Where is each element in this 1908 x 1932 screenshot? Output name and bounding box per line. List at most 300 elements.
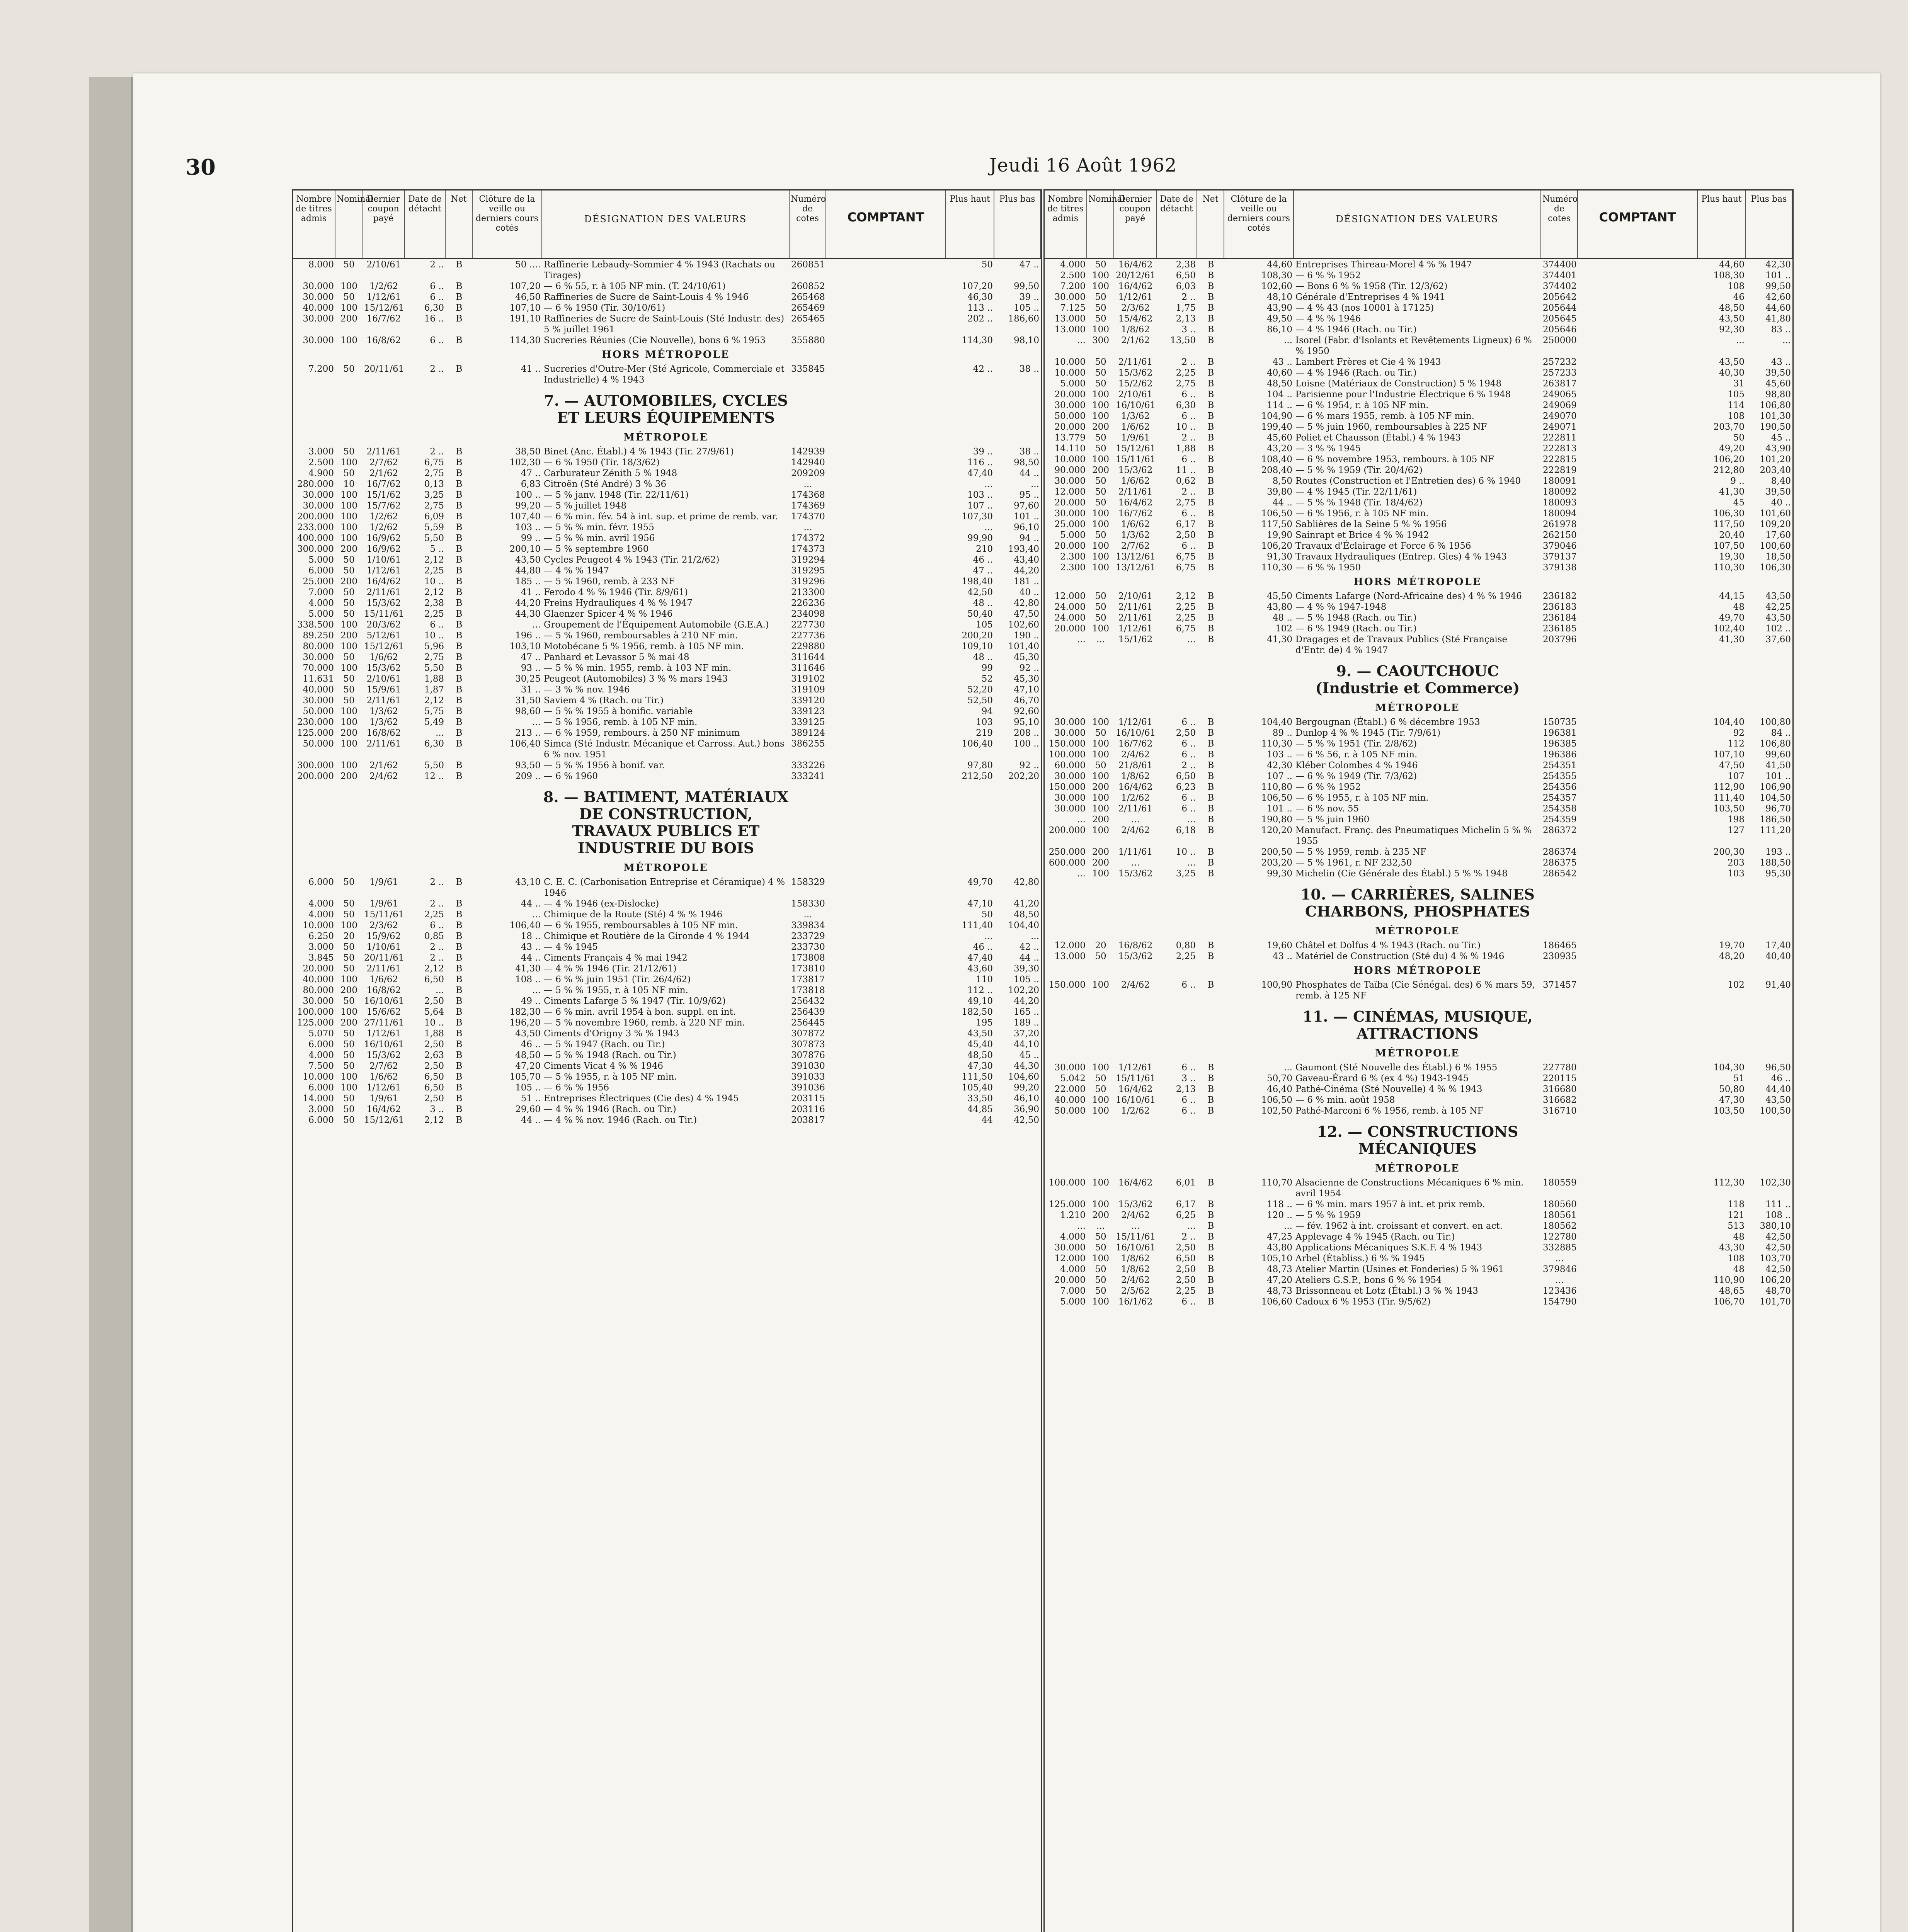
cell-net: 6 ..: [1181, 389, 1196, 400]
cell-numero: 311646: [791, 663, 825, 673]
cell-comptant: [1578, 1296, 1698, 1307]
cell-numero: 307876: [791, 1050, 825, 1060]
cell-nominal: ...: [1096, 1221, 1105, 1231]
right-quotation-table: [1043, 189, 1794, 1932]
cell-plus-bas: 105 ..: [1014, 975, 1039, 985]
cell-categorie: B: [1207, 465, 1214, 475]
cell-designation: Bergougnan (Établ.) 6 % décembre 1953: [1295, 717, 1480, 727]
cell-categorie: B: [1207, 411, 1214, 421]
cell-designation: — 5 % % min. févr. 1955: [544, 522, 654, 532]
cell-plus-haut: 49,20: [1719, 444, 1745, 454]
cell-net: 6,17: [1176, 1199, 1196, 1209]
cell-categorie: B: [456, 566, 463, 576]
cell-cloture: 102,30: [509, 457, 541, 468]
cell-comptant: [826, 877, 946, 898]
cell-plus-bas: 95,30: [1765, 869, 1791, 879]
cell-date-detach: 16/8/62: [366, 728, 401, 738]
cell-date-detach: 2/11/61: [1118, 357, 1153, 367]
cell-nominal: 50: [1095, 1264, 1106, 1274]
cell-comptant: [1578, 422, 1698, 432]
cell-plus-haut: 92,30: [1719, 325, 1745, 335]
cell-date-detach: 16/7/62: [1118, 739, 1153, 749]
cell-plus-bas: 100,80: [1760, 717, 1791, 727]
cell-nominal: 50: [343, 1115, 355, 1125]
cell-designation: — 6 % 1959, rembours. à 250 NF minimum: [544, 728, 740, 738]
cell-numero: 319109: [791, 685, 825, 695]
cell-plus-bas: 94 ..: [1019, 533, 1039, 543]
cell-nombre: 20.000: [1054, 624, 1086, 634]
cell-nombre: 10.000: [1054, 357, 1086, 367]
table-row: [1045, 771, 1792, 782]
cell-designation: — 5 % juillet 1948: [544, 501, 627, 511]
cell-cloture: 43 ..: [1272, 357, 1292, 367]
cell-plus-haut: ...: [984, 479, 993, 489]
cell-numero: 229880: [791, 641, 825, 651]
cell-comptant: [1578, 1221, 1698, 1231]
cell-cloture: 18 ..: [521, 931, 541, 941]
cell-net: 2,75: [424, 652, 444, 662]
cell-net: 2,75: [1176, 379, 1196, 389]
cell-cloture: 86,10: [1267, 325, 1292, 335]
cell-designation: Isorel (Fabr. d'Isolants et Revêtements Ligneux) 6 % % 1950: [1295, 335, 1532, 356]
cell-nombre: 30.000: [303, 652, 334, 662]
col-cloture: Clôture de la veille ou derniers cours cotés: [1224, 190, 1294, 258]
section-9-title: 9. — CAOUTCHOUC (Industrie et Commerce): [1315, 662, 1520, 697]
table-row: [293, 511, 1041, 522]
cell-comptant: [1578, 400, 1698, 411]
cell-net: 2,12: [424, 555, 444, 565]
cell-plus-haut: 102,40: [1713, 624, 1745, 634]
cell-categorie: B: [1207, 728, 1214, 738]
cell-numero: 227780: [1543, 1063, 1577, 1073]
cell-net: 6 ..: [1181, 793, 1196, 803]
cell-net: 2 ..: [430, 364, 444, 374]
cell-categorie: B: [1207, 825, 1214, 835]
cell-designation: Châtel et Dolfus 4 % 1943 (Rach. ou Tir.): [1295, 940, 1481, 951]
cell-plus-bas: 101,70: [1760, 1297, 1791, 1307]
cell-plus-bas: 95 ..: [1019, 490, 1039, 500]
cell-comptant: [1578, 270, 1698, 281]
cell-numero: 355880: [791, 335, 825, 345]
cell-designation: Saviem 4 % (Rach. ou Tir.): [544, 696, 664, 706]
cell-designation: Manufact. Franç. des Pneumatiques Michelin 5 % % 1955: [1295, 825, 1532, 846]
cell-plus-haut: 99: [981, 663, 993, 673]
cell-comptant: [1578, 335, 1698, 357]
cell-categorie: B: [1207, 602, 1214, 612]
cell-nombre: 30.000: [1054, 804, 1086, 814]
cell-date-detach: 2/4/62: [369, 771, 398, 781]
table-row: [293, 673, 1041, 684]
cell-date-detach: 15/3/62: [1118, 951, 1153, 961]
cell-designation: — 5 % % min. avril 1956: [544, 533, 655, 543]
cell-comptant: [1578, 1253, 1698, 1264]
cell-categorie: B: [1207, 1084, 1214, 1094]
table-row: [1045, 313, 1792, 324]
cell-net: 2,25: [424, 910, 444, 920]
cell-date-detach: 1/9/61: [369, 1094, 398, 1104]
cell-comptant: [826, 760, 946, 771]
cell-categorie: B: [1207, 389, 1214, 400]
cell-date-detach: 2/10/61: [1118, 591, 1153, 601]
cell-plus-bas: 101,20: [1760, 454, 1791, 464]
cell-designation: — 6 % % 1949 (Tir. 7/3/62): [1295, 771, 1417, 781]
cell-nombre: 50.000: [303, 706, 334, 716]
cell-net: 2,12: [424, 964, 444, 974]
cell-comptant: [826, 554, 946, 565]
cell-plus-haut: 106,30: [1713, 509, 1745, 519]
cell-net: 2,75: [424, 468, 444, 478]
cell-plus-haut: 47,40: [967, 468, 993, 478]
cell-nominal: 50: [1095, 760, 1106, 770]
cell-plus-bas: 92,60: [1014, 706, 1039, 716]
cell-plus-bas: 44,20: [1014, 996, 1039, 1006]
cell-designation: Ciments Vicat 4 % % 1946: [544, 1061, 664, 1071]
cell-cloture: 110,30: [1261, 739, 1292, 749]
cell-nominal: 100: [1092, 1063, 1109, 1073]
cell-cloture: 106,20: [1261, 541, 1292, 551]
cell-plus-haut: 97,80: [967, 760, 993, 770]
cell-nombre: 6.000: [308, 1115, 334, 1125]
cell-plus-haut: 103,50: [1713, 804, 1745, 814]
cell-comptant: [826, 1104, 946, 1115]
cell-categorie: B: [1207, 368, 1214, 378]
cell-cloture: 6,83: [521, 479, 541, 489]
cell-net: 2 ..: [1181, 433, 1196, 443]
cell-comptant: [1578, 324, 1698, 335]
rows-hors-metropole: [1045, 591, 1792, 656]
cell-cloture: 98,60: [515, 706, 541, 716]
cell-plus-bas: 104,50: [1760, 793, 1791, 803]
cell-date-detach: 16/8/62: [366, 985, 401, 995]
cell-numero: 386255: [791, 739, 825, 749]
hors-metropole-heading: HORS MÉTROPOLE: [1353, 965, 1482, 976]
cell-date-detach: 2/11/61: [1118, 804, 1153, 814]
cell-designation: — 6 % % 1956: [544, 1083, 609, 1093]
cell-cloture: 104 ..: [1267, 389, 1292, 400]
cell-nominal: 50: [343, 696, 355, 706]
rows-caoutchouc: [1045, 717, 1792, 879]
cell-plus-haut: 219: [976, 728, 993, 738]
cell-designation: — 6 % 1955, r. à 105 NF min.: [1295, 793, 1429, 803]
cell-nominal: 200: [1092, 422, 1109, 432]
cell-nombre: 150.000: [1048, 782, 1086, 792]
cell-categorie: B: [456, 1115, 463, 1125]
cell-net: 6,25: [1176, 1210, 1196, 1220]
cell-nominal: 50: [1095, 530, 1106, 540]
cell-plus-bas: 109,20: [1760, 519, 1791, 529]
cell-cloture: 48,73: [1267, 1264, 1292, 1274]
cell-plus-haut: 203: [1728, 858, 1745, 868]
cell-net: 6,03: [1176, 281, 1196, 291]
cell-categorie: B: [1207, 1178, 1214, 1188]
cell-categorie: B: [1207, 750, 1214, 760]
cell-nombre: 3.000: [308, 1104, 334, 1114]
cell-net: 0,85: [424, 931, 444, 941]
cell-plus-bas: 99,20: [1014, 1083, 1039, 1093]
table-row: [1045, 847, 1792, 857]
table-row: [293, 974, 1041, 985]
table-row: [1045, 1177, 1792, 1199]
cell-comptant: [826, 1061, 946, 1071]
cell-designation: — 4 % 43 (nos 10001 à 17125): [1295, 303, 1434, 313]
cell-plus-haut: 198: [1728, 815, 1745, 825]
table-row: [1045, 634, 1792, 656]
cell-nombre: 30.000: [303, 696, 334, 706]
cell-plus-haut: 48: [1733, 602, 1745, 612]
cell-nombre: 6.000: [308, 566, 334, 576]
cell-plus-haut: 105: [976, 620, 993, 630]
cell-nombre: ...: [1077, 815, 1086, 825]
cell-categorie: B: [456, 953, 463, 963]
cell-nombre: 13.000: [1054, 314, 1086, 324]
cell-date-detach: 1/9/61: [1121, 433, 1150, 443]
cell-plus-haut: 200,30: [1713, 847, 1745, 857]
cell-net: 5 ..: [430, 544, 444, 554]
cell-plus-bas: 96,70: [1765, 804, 1791, 814]
cell-comptant: [1578, 612, 1698, 623]
cell-numero: 173817: [791, 975, 825, 985]
cell-nombre: ...: [1077, 1221, 1086, 1231]
cell-comptant: [1578, 281, 1698, 292]
cell-categorie: B: [456, 631, 463, 641]
cell-nominal: 100: [1092, 552, 1109, 562]
cell-designation: — 4 % % 1946: [1295, 314, 1361, 324]
cell-nominal: 100: [1092, 1095, 1109, 1105]
cell-net: 6,30: [424, 303, 444, 313]
cell-comptant: [1578, 980, 1698, 1001]
cell-nominal: 50: [1095, 613, 1106, 623]
cell-date-detach: 15/1/62: [366, 490, 401, 500]
cell-nominal: 50: [343, 674, 355, 684]
cell-comptant: [1578, 551, 1698, 562]
cell-cloture: ...: [532, 620, 541, 630]
cell-designation: Ferodo 4 % % 1946 (Tir. 8/9/61): [544, 587, 688, 597]
table-row: [293, 364, 1041, 385]
cell-cloture: 41,30: [1267, 634, 1292, 645]
cell-designation: Sucreries Réunies (Cie Nouvelle), bons 6 % 1953: [544, 335, 766, 345]
table-row: [1045, 1199, 1792, 1210]
cell-date-detach: 15/4/62: [1118, 314, 1153, 324]
cell-date-detach: 2/11/61: [366, 696, 401, 706]
cell-nominal: 50: [1095, 476, 1106, 486]
cell-designation: Arbel (Établiss.) 6 % % 1945: [1295, 1253, 1425, 1264]
cell-plus-bas: 44,60: [1765, 303, 1791, 313]
cell-nombre: 338.500: [297, 620, 334, 630]
cell-numero: 227736: [791, 631, 825, 641]
cell-plus-bas: 190,50: [1760, 422, 1791, 432]
cell-comptant: [1578, 378, 1698, 389]
cell-comptant: [826, 1050, 946, 1061]
cell-comptant: [826, 898, 946, 909]
cell-date-detach: 16/7/62: [1118, 509, 1153, 519]
cell-date-detach: 15/12/61: [364, 641, 404, 651]
cell-date-detach: 1/6/62: [369, 975, 398, 985]
cell-net: 0,13: [424, 479, 444, 489]
cell-categorie: B: [1207, 292, 1214, 302]
cell-plus-haut: 106,70: [1713, 1297, 1745, 1307]
cell-numero: 286374: [1543, 847, 1577, 857]
cell-plus-bas: 186,50: [1760, 815, 1791, 825]
table-row: [1045, 357, 1792, 367]
cell-categorie: B: [1207, 335, 1214, 345]
cell-date-detach: 15/9/62: [366, 931, 401, 941]
cell-plus-haut: 105: [1728, 389, 1745, 400]
cell-plus-haut: 116 ..: [967, 457, 993, 468]
cell-nombre: 50.000: [303, 739, 334, 749]
cell-designation: Raffinerie Lebaudy-Sommier 4 % 1943 (Rachats ou Tirages): [544, 260, 775, 281]
cell-designation: Dunlop 4 % % 1945 (Tir. 7/9/61): [1295, 728, 1441, 738]
cell-net: 2,50: [1176, 1275, 1196, 1285]
cell-nominal: 50: [343, 587, 355, 597]
cell-plus-bas: 48,50: [1014, 910, 1039, 920]
cell-plus-bas: 105 ..: [1014, 303, 1039, 313]
cell-designation: Atelier Martin (Usines et Fonderies) 5 % 1961: [1295, 1264, 1504, 1274]
cell-nombre: 20.000: [303, 964, 334, 974]
cell-plus-bas: 189 ..: [1014, 1018, 1039, 1028]
cell-comptant: [826, 303, 946, 313]
cell-nombre: ...: [1077, 634, 1086, 645]
cell-plus-haut: 106,20: [1713, 454, 1745, 464]
table-row: [293, 554, 1041, 565]
cell-numero: 174370: [791, 512, 825, 522]
cell-designation: — 6 % 1960: [544, 771, 598, 781]
table-row: [1045, 738, 1792, 749]
cell-cloture: ...: [532, 717, 541, 727]
cell-numero: 257233: [1543, 368, 1577, 378]
cell-plus-bas: 101 ..: [1765, 270, 1791, 281]
cell-plus-haut: ...: [1736, 335, 1745, 345]
col-numero: Numéro de cotes: [1541, 190, 1578, 258]
cell-net: 2,50: [424, 996, 444, 1006]
cell-categorie: B: [456, 1050, 463, 1060]
cell-numero: 254359: [1543, 815, 1577, 825]
cell-net: 2,12: [424, 1115, 444, 1125]
cell-plus-haut: 103: [976, 717, 993, 727]
cell-net: 3,25: [1176, 869, 1196, 879]
table-row: [1045, 303, 1792, 313]
cell-plus-haut: 102: [1728, 980, 1745, 990]
cell-net: 6,50: [424, 1083, 444, 1093]
cell-plus-bas: 44,40: [1765, 1084, 1791, 1094]
table-row: [1045, 612, 1792, 623]
hors-metropole-heading: HORS MÉTROPOLE: [602, 349, 730, 361]
cell-plus-bas: 38 ..: [1019, 447, 1039, 457]
cell-numero: 174373: [791, 544, 825, 554]
cell-numero: ...: [803, 910, 812, 920]
cell-plus-bas: 37,60: [1765, 634, 1791, 645]
cell-plus-haut: 105,40: [962, 1083, 993, 1093]
cell-cloture: 19,90: [1267, 530, 1292, 540]
cell-designation: — 6 % min. fév. 54 à int. sup. et prime de remb. var.: [544, 512, 778, 522]
table-row: [1045, 378, 1792, 389]
cell-date-detach: 15/1/62: [1118, 634, 1153, 645]
cell-nombre: 280.000: [297, 479, 334, 489]
cell-categorie: B: [456, 1061, 463, 1071]
left-rows: [293, 259, 1041, 1126]
cell-cloture: 44,80: [515, 566, 541, 576]
cell-designation: — 6 % 55, r. à 105 NF min. (T. 24/10/61): [544, 281, 726, 291]
cell-designation: — 5 % 1960, remboursables à 210 NF min.: [544, 631, 738, 641]
cell-categorie: B: [456, 522, 463, 532]
cell-cloture: 110,70: [1261, 1178, 1292, 1188]
cell-date-detach: 1/6/62: [369, 1072, 398, 1082]
cell-nombre: 30.000: [303, 335, 334, 345]
cell-nombre: 7.200: [308, 364, 334, 374]
cell-cloture: 108 ..: [515, 975, 541, 985]
cell-categorie: B: [1207, 634, 1214, 645]
cell-numero: 391033: [791, 1072, 825, 1082]
cell-categorie: B: [456, 996, 463, 1006]
cell-plus-bas: 43,50: [1765, 591, 1791, 601]
cell-net: 6,01: [1176, 1178, 1196, 1188]
cell-plus-haut: 43,50: [1719, 314, 1745, 324]
cell-net: 2 ..: [1181, 487, 1196, 497]
col-numero: Numéro de cotes: [790, 190, 826, 258]
cell-nominal: 50: [343, 877, 355, 887]
cell-nombre: 89.250: [303, 631, 334, 641]
metropole-heading: MÉTROPOLE: [1375, 1048, 1460, 1059]
cell-categorie: B: [456, 975, 463, 985]
cell-cloture: 41,30: [515, 964, 541, 974]
cell-comptant: [1578, 1177, 1698, 1199]
cell-categorie: B: [1207, 400, 1214, 410]
cell-nominal: 50: [343, 942, 355, 952]
cell-comptant: [1578, 771, 1698, 782]
cell-comptant: [826, 952, 946, 963]
cell-date-detach: 2/4/62: [1121, 750, 1150, 760]
cell-cloture: ...: [1284, 1063, 1292, 1073]
cell-nominal: 50: [343, 447, 355, 457]
table-row: [293, 1028, 1041, 1039]
cell-plus-bas: 99,60: [1765, 750, 1791, 760]
cell-plus-bas: 45,30: [1014, 652, 1039, 662]
cell-categorie: B: [1207, 1297, 1214, 1307]
cell-date-detach: 16/8/62: [366, 335, 401, 345]
cell-plus-haut: 48,20: [1719, 951, 1745, 961]
cell-plus-bas: 83 ..: [1771, 325, 1791, 335]
cell-plus-haut: 44,15: [1719, 591, 1745, 601]
cell-nombre: 24.000: [1054, 602, 1086, 612]
cell-numero: 180560: [1543, 1199, 1577, 1209]
rows-outre-mer: [293, 364, 1041, 385]
cell-plus-haut: 112 ..: [967, 985, 993, 995]
cell-date-detach: 1/8/62: [1121, 325, 1150, 335]
cell-numero: 205642: [1543, 292, 1577, 302]
cell-comptant: [826, 738, 946, 760]
cell-date-detach: 1/3/62: [369, 706, 398, 716]
table-row: [293, 576, 1041, 587]
cell-date-detach: 1/6/62: [1121, 422, 1150, 432]
cell-nombre: 30.000: [1054, 717, 1086, 727]
cell-cloture: 106,50: [1261, 793, 1292, 803]
cell-designation: — 6 % novembre 1953, rembours. à 105 NF: [1295, 454, 1494, 464]
cell-date-detach: 2/11/61: [366, 447, 401, 457]
cell-cloture: 49,50: [1267, 314, 1292, 324]
cell-categorie: B: [1207, 519, 1214, 529]
cell-plus-haut: 50: [981, 910, 993, 920]
cell-cloture: 108,40: [1261, 454, 1292, 464]
cell-comptant: [826, 663, 946, 673]
table-row: [1045, 623, 1792, 634]
cell-cloture: 48,50: [515, 1050, 541, 1060]
rows-mecaniques: [1045, 1177, 1792, 1307]
table-row: [293, 259, 1041, 281]
rows-batiment: [293, 877, 1041, 1126]
cell-numero: 222813: [1543, 444, 1577, 454]
cell-date-detach: 15/9/61: [366, 685, 401, 695]
cell-date-detach: 27/11/61: [364, 1018, 404, 1028]
cell-comptant: [826, 468, 946, 479]
